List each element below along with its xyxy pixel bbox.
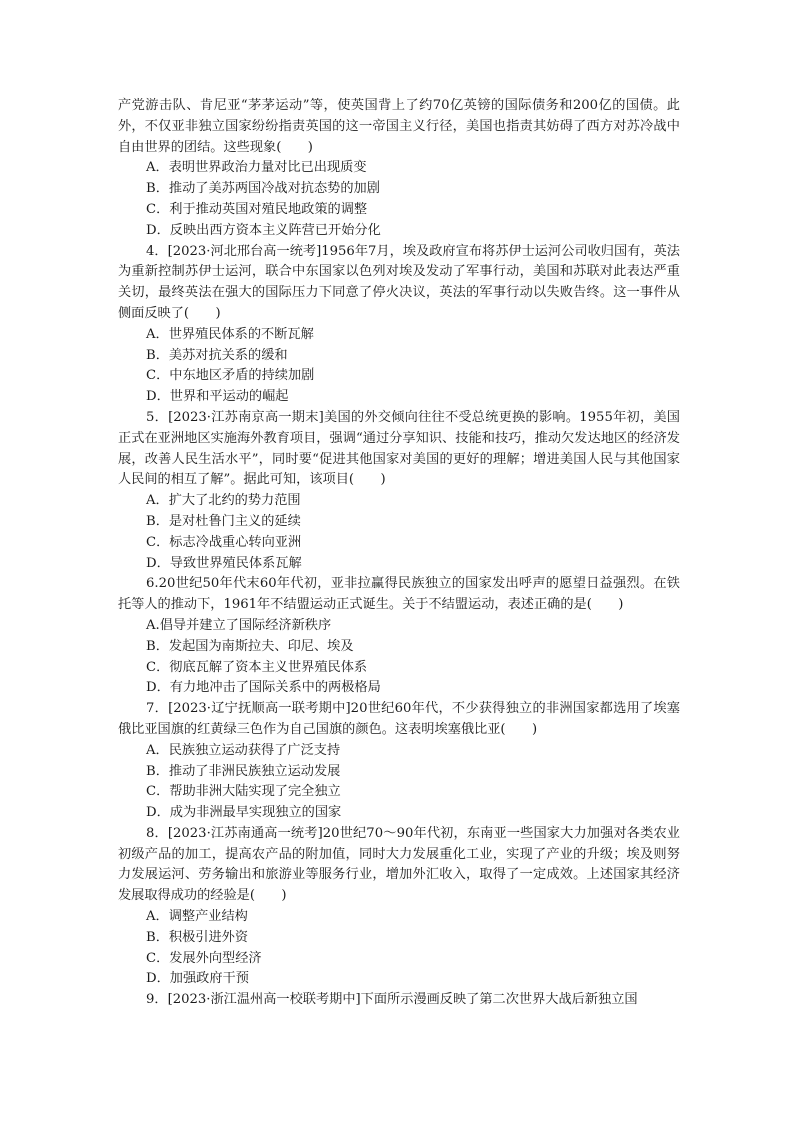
question-6-option-a: A.倡导并建立了国际经济新秩序	[146, 617, 332, 633]
question-7-option-d: D．成为非洲最早实现独立的国家	[146, 805, 342, 821]
question-5-option-a: A．扩大了北约的势力范围	[146, 493, 301, 509]
question-4-option-b: B．美苏对抗关系的缓和	[146, 347, 288, 363]
question-8-option-d: D．加强政府干预	[146, 971, 249, 987]
question-7-option-b: B．推动了非洲民族独立运动发展	[146, 763, 341, 779]
question-6-option-b: B．发起国为南斯拉夫、印尼、埃及	[146, 638, 354, 654]
question-5-stem: 5．[2023·江苏南京高一期末]美国的外交倾向往往不受总统更换的影响。1955年初，美国正式在亚洲地区实施海外教育项目，强调“通过分享知识、技能和技巧，推动欠发达地区的经济发展，改善人民生活水平”，同时要“促进其他国家对美国的更好的理解；增进美国人民与其他国家人民间的相互了解”。据此可知，该项目( )	[118, 409, 680, 488]
question-6-stem: 6.20世纪50年代末60年代初，亚非拉赢得民族独立的国家发出呼声的愿望日益强烈。在铁托等人的推动下，1961年不结盟运动正式诞生。关于不结盟运动，表述正确的是( )	[118, 576, 680, 613]
question-5-option-c: C．标志冷战重心转向亚洲	[146, 534, 302, 550]
question-8-stem: 8．[2023·江苏南通高一统考]20世纪70～90年代初，东南亚一些国家大力加强对各类农业初级产品的加工，提高农产品的附加值，同时大力发展重化工业，实现了产业的升级；埃及则努力发展运河、劳务输出和旅游业等服务行业，增加外汇收入，取得了一定成效。上述国家其经济发展取得成功的经验是( )	[118, 825, 680, 904]
question-3-option-b: B．推动了美苏两国冷战对抗态势的加剧	[146, 181, 380, 197]
question-5-option-b: B．是对杜鲁门主义的延续	[146, 513, 301, 529]
question-8-option-b: B．积极引进外资	[146, 929, 249, 945]
question-4-stem: 4．[2023·河北邢台高一统考]1956年7月，埃及政府宣布将苏伊士运河公司收归国有，英法为重新控制苏伊士运河，联合中东国家以色列对埃及发动了军事行动，美国和苏联对此表达严重关切，最终英法在强大的国际压力下同意了停火决议，英法的军事行动以失败告终。这一事件从侧面反映了( )	[118, 243, 680, 321]
question-4-option-a: A．世界殖民体系的不断瓦解	[146, 326, 314, 342]
document-page	[118, 96, 680, 1011]
question-9-stem: 9．[2023·浙江温州高一校联考期中]下面所示漫画反映了第二次世界大战后新独立国	[146, 992, 638, 1008]
question-4-option-c: C．中东地区矛盾的持续加剧	[146, 368, 315, 384]
question-4-option-d: D．世界和平运动的崛起	[146, 389, 289, 405]
question-8-option-c: C．发展外向型经济	[146, 950, 262, 966]
question-3-option-a: A．表明世界政治力量对比已出现质变	[146, 160, 367, 176]
question-8-option-a: A．调整产业结构	[146, 909, 248, 925]
question-7-stem: 7．[2023·辽宁抚顺高一联考期中]20世纪60年代，不少获得独立的非洲国家都选用了埃塞俄比亚国旗的红黄绿三色作为自己国旗的颜色。这表明埃塞俄比亚( )	[118, 701, 680, 737]
question-3-stem: 产党游击队、肯尼亚“茅茅运动”等，使英国背上了约70亿英镑的国际债务和200亿的国债。此外，不仅亚非独立国家纷纷指责英国的这一帝国主义行径，美国也指责其妨碍了西方对苏冷战中自由世界的团结。这些现象( )	[118, 98, 680, 155]
question-6-option-d: D．有力地冲击了国际关系中的两极格局	[146, 680, 381, 696]
question-5-option-d: D．导致世界殖民体系瓦解	[146, 555, 302, 571]
question-6-option-c: C．彻底瓦解了资本主义世界殖民体系	[146, 659, 368, 675]
question-3-option-d: D．反映出西方资本主义阵营已开始分化	[146, 222, 381, 238]
question-7-option-a: A．民族独立运动获得了广泛支持	[146, 742, 341, 758]
question-3-option-c: C．利于推动英国对殖民地政策的调整	[146, 201, 368, 217]
question-7-option-c: C．帮助非洲大陆实现了完全独立	[146, 784, 341, 800]
